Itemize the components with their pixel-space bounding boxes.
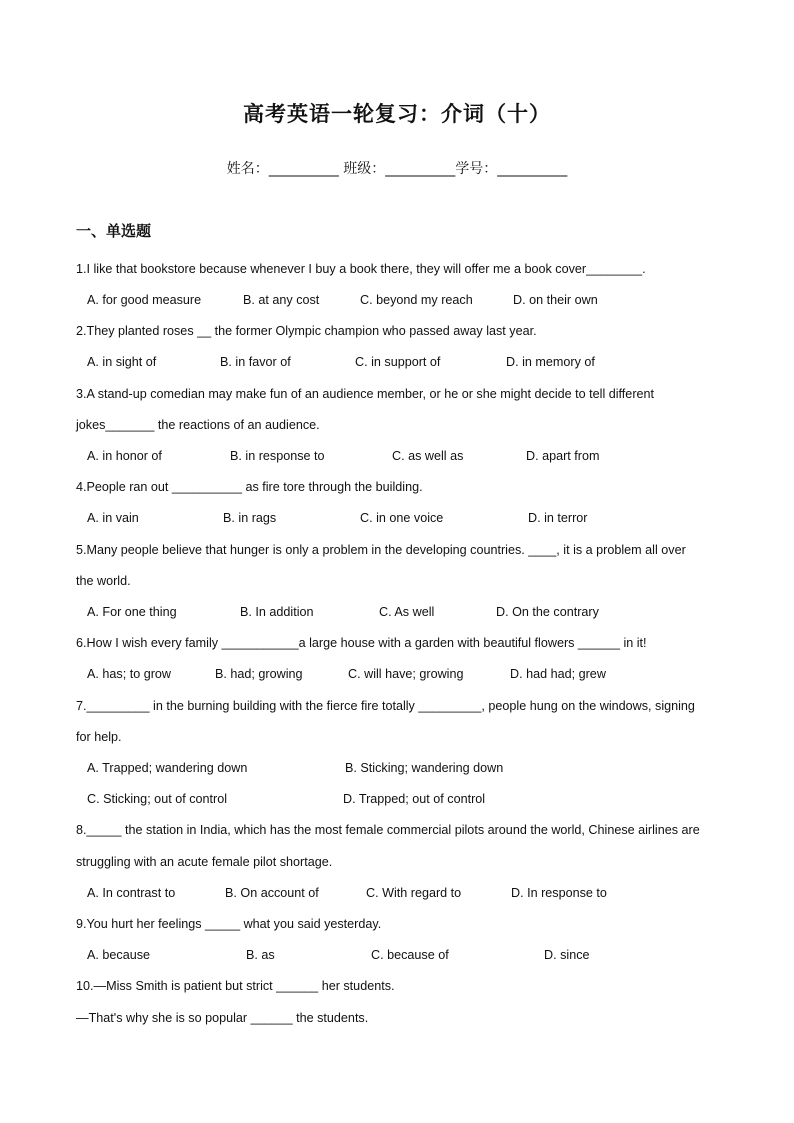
question-8-option-d: D. In response to xyxy=(511,886,607,900)
question-2-option-b: B. in favor of xyxy=(220,355,291,369)
question-7-option-c: C. Sticking; out of control xyxy=(87,792,227,806)
question-5-option-d: D. On the contrary xyxy=(496,605,599,619)
question-7-option-d: D. Trapped; out of control xyxy=(343,792,486,806)
question-2-option-c: C. in support of xyxy=(355,355,441,369)
question-8-stem-line-1: 8._____ the station in India, which has the most female commercial pilots around the world, Chinese airlines are xyxy=(76,823,700,837)
question-5-option-c: C. As well xyxy=(379,605,435,619)
question-4-option-a: A. in vain xyxy=(87,511,139,525)
question-4-option-d: D. in terror xyxy=(528,511,588,525)
question-3-option-d: D. apart from xyxy=(526,449,600,463)
question-1-option-d: D. on their own xyxy=(513,293,598,307)
question-7-stem-line-1: 7._________ in the burning building with the fierce fire totally _________, people hung on the windows, signing xyxy=(76,699,695,713)
question-7-stem-line-2: for help. xyxy=(76,730,122,744)
question-6-stem: 6.How I wish every family ___________a large house with a garden with beautiful flowers ______ in it! xyxy=(76,636,647,650)
question-7-option-a: A. Trapped; wandering down xyxy=(87,761,248,775)
section-heading: 一、单选题 xyxy=(76,222,152,240)
question-7-option-b: B. Sticking; wandering down xyxy=(345,761,504,775)
question-5-stem-line-2: the world. xyxy=(76,574,131,588)
question-2-stem: 2.They planted roses __ the former Olympic champion who passed away last year. xyxy=(76,324,537,338)
question-3-stem-line-2: jokes_______ the reactions of an audience. xyxy=(76,418,320,432)
question-2-option-a: A. in sight of xyxy=(87,355,157,369)
question-8-option-c: C. With regard to xyxy=(366,886,462,900)
question-6-option-c: C. will have; growing xyxy=(348,667,464,681)
question-8-stem-line-2: struggling with an acute female pilot shortage. xyxy=(76,855,333,869)
question-9-option-b: B. as xyxy=(246,948,275,962)
question-4-option-b: B. in rags xyxy=(223,511,277,525)
question-6-option-a: A. has; to grow xyxy=(87,667,171,681)
question-5-option-b: B. In addition xyxy=(240,605,314,619)
page-title: 高考英语一轮复习：介词（十） xyxy=(243,101,551,126)
question-9-stem: 9.You hurt her feelings _____ what you said yesterday. xyxy=(76,917,382,931)
question-4-option-c: C. in one voice xyxy=(360,511,444,525)
question-3-option-c: C. as well as xyxy=(392,449,464,463)
question-9-option-c: C. because of xyxy=(371,948,449,962)
question-3-option-b: B. in response to xyxy=(230,449,325,463)
question-6-option-b: B. had; growing xyxy=(215,667,303,681)
question-1-option-c: C. beyond my reach xyxy=(360,293,473,307)
question-9-option-d: D. since xyxy=(544,948,590,962)
question-10-stem-line-2: —That's why she is so popular ______ the students. xyxy=(76,1011,369,1025)
question-9-option-a: A. because xyxy=(87,948,151,962)
question-2-option-d: D. in memory of xyxy=(506,355,595,369)
question-8-option-a: A. In contrast to xyxy=(87,886,176,900)
question-3-option-a: A. in honor of xyxy=(87,449,162,463)
question-1-option-a: A. for good measure xyxy=(87,293,202,307)
question-4-stem: 4.People ran out __________ as fire tore through the building. xyxy=(76,480,423,494)
student-info-line: 姓名：__________ 班级：__________学号：__________ xyxy=(226,161,568,177)
question-8-option-b: B. On account of xyxy=(225,886,319,900)
question-5-stem-line-1: 5.Many people believe that hunger is only a problem in the developing countries. ____, it is a problem all over xyxy=(76,543,686,557)
question-10-stem-line-1: 10.—Miss Smith is patient but strict ______ her students. xyxy=(76,979,395,993)
question-3-stem-line-1: 3.A stand-up comedian may make fun of an audience member, or he or she might decide to tell different xyxy=(76,387,655,401)
question-1-option-b: B. at any cost xyxy=(243,293,320,307)
question-5-option-a: A. For one thing xyxy=(87,605,177,619)
question-6-option-d: D. had had; grew xyxy=(510,667,606,681)
question-1-stem: 1.I like that bookstore because whenever I buy a book there, they will offer me a book cover________. xyxy=(76,262,646,276)
